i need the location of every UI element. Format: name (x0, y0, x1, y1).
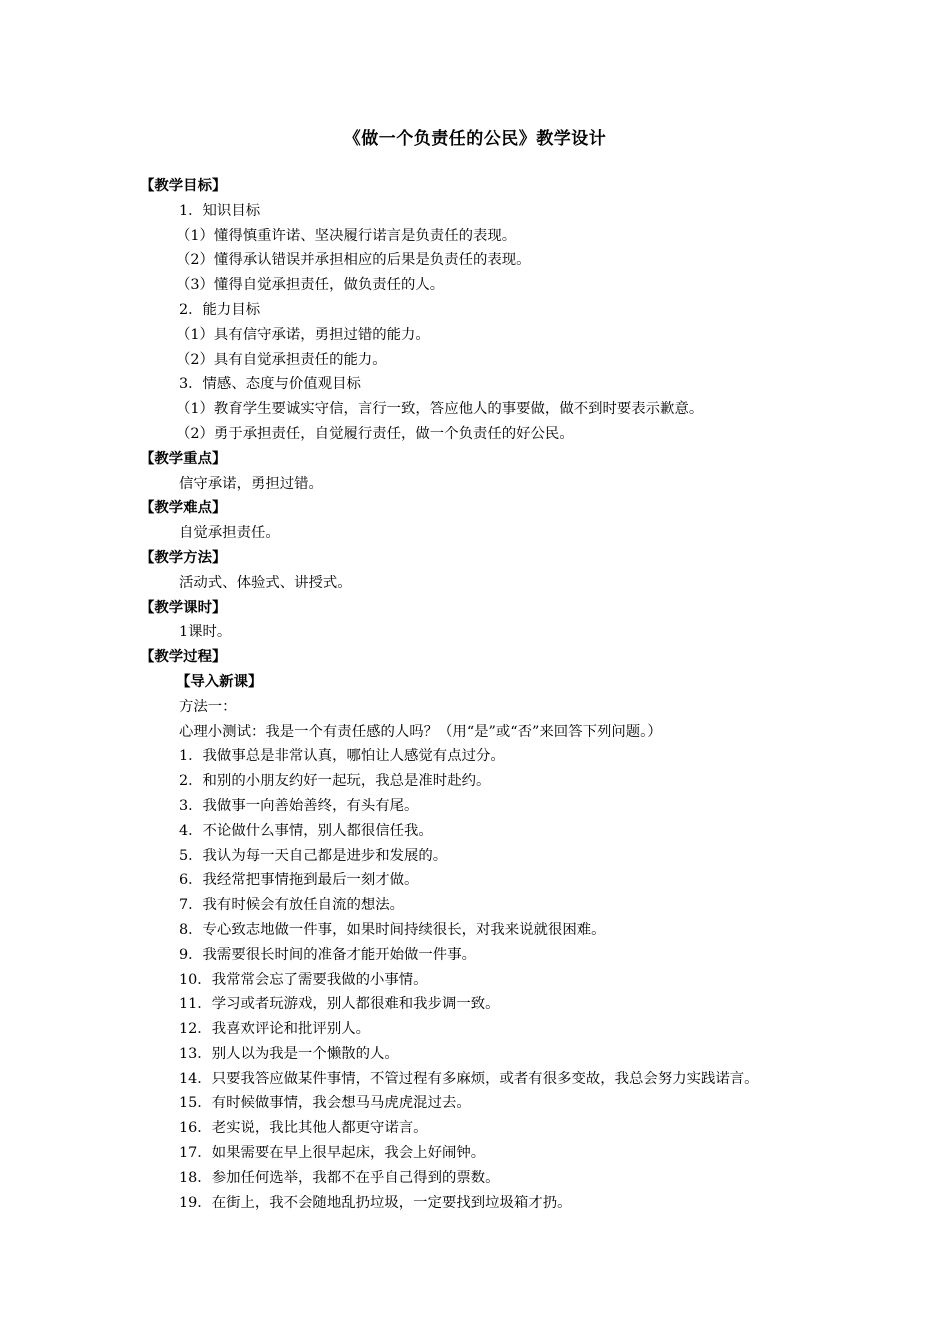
text-line: 1课时。 (179, 624, 232, 641)
text-line: （3）懂得自觉承担责任，做负责任的人。 (176, 277, 445, 294)
text-line: 1．我做事总是非常认真，哪怕让人感觉有点过分。 (179, 748, 505, 765)
text-line: 18．参加任何选举，我都不在乎自己得到的票数。 (179, 1169, 500, 1186)
section-heading: 【教学课时】 (140, 598, 227, 616)
text-line: 16．老实说，我比其他人都更守诺言。 (179, 1120, 428, 1137)
section-heading: 【教学重点】 (140, 449, 227, 467)
text-line: 方法一： (179, 698, 237, 715)
section-heading: 【教学目标】 (140, 177, 227, 194)
section-heading: 【教学难点】 (140, 499, 227, 517)
text-line: 10．我常常会忘了需要我做的小事情。 (179, 971, 428, 988)
section-heading: 【教学过程】 (140, 648, 227, 666)
document-body (140, 174, 840, 1215)
text-line: 4．不论做什么事情，别人都很信任我。 (179, 822, 433, 839)
text-line: 6．我经常把事情拖到最后一刻才做。 (179, 872, 419, 889)
text-line: 9．我需要很长时间的准备才能开始做一件事。 (179, 946, 476, 963)
text-line: 自觉承担责任。 (179, 525, 280, 542)
document-title: 《做一个负责任的公民》教学设计 (343, 129, 607, 149)
text-line: 1．知识目标 (179, 202, 261, 219)
text-line: 13．别人以为我是一个懒散的人。 (179, 1045, 399, 1062)
text-line: 19．在街上，我不会随地乱扔垃圾，一定要找到垃圾箱才扔。 (179, 1194, 572, 1211)
text-line: 5．我认为每一天自己都是进步和发展的。 (179, 847, 448, 864)
text-line: （2）懂得承认错误并承担相应的后果是负责任的表现。 (176, 252, 531, 269)
text-line: 8．专心致志地做一件事，如果时间持续很长，对我来说就很困难。 (179, 921, 606, 938)
text-line: 15．有时候做事情，我会想马马虎虎混过去。 (179, 1095, 471, 1112)
text-line: 3．我做事一向善始善终，有头有尾。 (179, 797, 419, 814)
text-line: 14．只要我答应做某件事情，不管过程有多麻烦，或者有很多变故，我总会努力实践诺言。 (179, 1070, 759, 1087)
text-line: （1）教育学生要诚实守信，言行一致，答应他人的事要做，做不到时要表示歉意。 (176, 401, 704, 418)
text-line: （2）勇于承担责任，自觉履行责任，做一个负责任的好公民。 (176, 425, 574, 442)
text-line: 12．我喜欢评论和批评别人。 (179, 1021, 370, 1038)
text-line: 17．如果需要在早上很早起床，我会上好闹钟。 (179, 1145, 486, 1162)
text-line: 心理小测试：我是一个有责任感的人吗？（用“是”或“否”来回答下列问题。） (179, 723, 662, 740)
text-line: （1）具有信守承诺，勇担过错的能力。 (176, 326, 430, 343)
text-line: 活动式、体验式、讲授式。 (179, 574, 352, 591)
text-line: 3．情感、态度与价值观目标 (179, 376, 361, 393)
text-line: 信守承诺，勇担过错。 (179, 475, 323, 492)
section-heading: 【导入新课】 (176, 672, 263, 690)
text-line: 2．能力目标 (179, 301, 261, 318)
text-line: 2．和别的小朋友约好一起玩，我总是准时赴约。 (179, 773, 491, 790)
text-line: （2）具有自觉承担责任的能力。 (176, 351, 387, 368)
text-line: 7．我有时候会有放任自流的想法。 (179, 897, 405, 914)
text-line: （1）懂得慎重许诺、坚决履行诺言是负责任的表现。 (176, 227, 517, 244)
text-line: 11．学习或者玩游戏，别人都很难和我步调一致。 (179, 996, 500, 1013)
section-heading: 【教学方法】 (140, 548, 227, 566)
